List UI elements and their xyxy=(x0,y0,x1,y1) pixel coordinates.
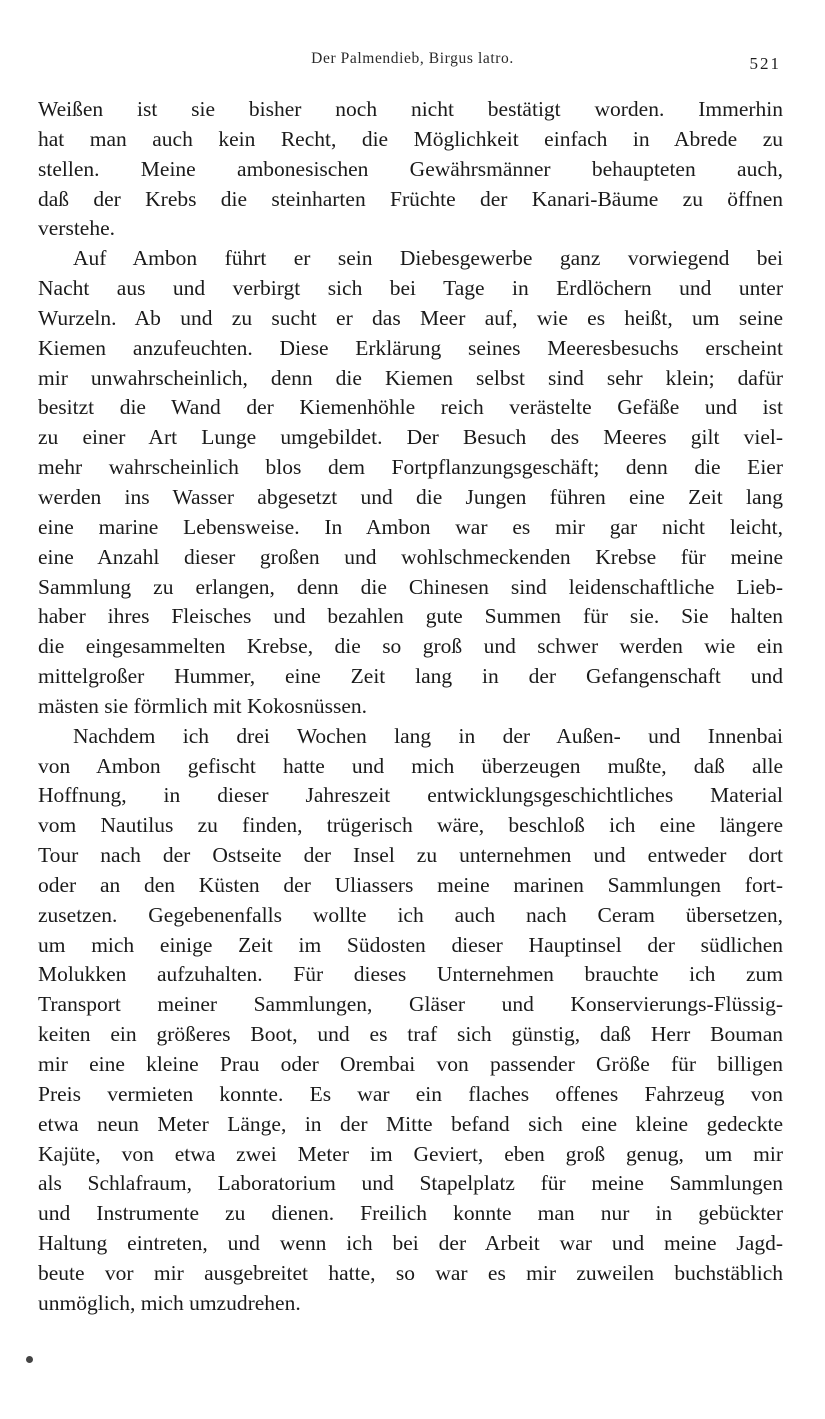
text-line: daß der Krebs die steinharten Früchte der Kanari-Bäume zu öffnen xyxy=(38,186,783,211)
text-line: um mich einige Zeit im Südosten dieser Hauptinsel der südlichen xyxy=(38,932,783,957)
text-line: von Ambon gefischt hatte und mich überzeugen mußte, daß alle xyxy=(38,753,783,778)
text-line: die eingesammelten Krebse, die so groß und schwer werden wie ein xyxy=(38,634,783,659)
text-line: beute vor mir ausgebreitet hatte, so war es mir zuweilen buchstäblich xyxy=(38,1260,783,1285)
text-line: als Schlafraum, Laboratorium und Stapelplatz für meine Sammlungen xyxy=(38,1171,783,1196)
text-line: Auf Ambon führt er sein Diebesgewerbe ganz vorwiegend bei xyxy=(73,246,783,271)
text-line: mittelgroßer Hummer, eine Zeit lang in der Gefangenschaft und xyxy=(38,664,783,689)
text-line: mästen sie förmlich mit Kokosnüssen. xyxy=(38,693,368,718)
text-line: werden ins Wasser abgesetzt und die Jungen führen eine Zeit lang xyxy=(38,484,783,509)
text-line: mehr wahrscheinlich blos dem Fortpflanzungsgeschäft; denn die Eier xyxy=(38,455,783,480)
text-line: zu einer Art Lunge umgebildet. Der Besuch des Meeres gilt viel- xyxy=(38,425,783,450)
text-line: unmöglich, mich umzudrehen. xyxy=(38,1290,301,1315)
paragraph xyxy=(38,722,783,1319)
paragraph xyxy=(38,244,783,722)
ink-speck xyxy=(26,1356,33,1363)
text-line: Hoffnung, in dieser Jahreszeit entwicklungsgeschichtliches Material xyxy=(38,783,783,808)
page-number: 521 xyxy=(749,54,781,73)
text-line: Kajüte, von etwa zwei Meter im Geviert, eben groß genug, um mir xyxy=(38,1141,783,1166)
text-line: eine marine Lebensweise. In Ambon war es mir gar nicht leicht, xyxy=(38,514,783,539)
text-line: haber ihres Fleisches und bezahlen gute Summen für sie. Sie halten xyxy=(38,604,783,629)
text-line: Preis vermieten konnte. Es war ein flaches offenes Fahrzeug von xyxy=(38,1081,783,1106)
text-line: und Instrumente zu dienen. Freilich konnte man nur in gebückter xyxy=(38,1201,783,1226)
text-line: eine Anzahl dieser großen und wohlschmeckenden Krebse für meine xyxy=(38,544,783,569)
text-line: Molukken aufzuhalten. Für dieses Unternehmen brauchte ich zum xyxy=(38,962,783,987)
text-line: Kiemen anzufeuchten. Diese Erklärung seines Meeresbesuchs erscheint xyxy=(38,335,783,360)
text-line: hat man auch kein Recht, die Möglichkeit einfach in Abrede zu xyxy=(38,126,783,151)
text-line: Wurzeln. Ab und zu sucht er das Meer auf, wie es heißt, um seine xyxy=(38,305,783,330)
text-line: stellen. Meine ambonesischen Gewährsmänner behaupteten auch, xyxy=(38,156,783,181)
text-line: besitzt die Wand der Kiemenhöhle reich verästelte Gefäße und ist xyxy=(38,395,783,420)
text-line: mir unwahrscheinlich, denn die Kiemen selbst sind sehr klein; dafür xyxy=(38,365,783,390)
text-line: Sammlung zu erlangen, denn die Chinesen sind leidenschaftliche Lieb- xyxy=(38,574,783,599)
running-head xyxy=(40,50,785,74)
text-line: keiten ein größeres Boot, und es traf sich günstig, daß Herr Bouman xyxy=(38,1022,783,1047)
running-title: Der Palmendieb, Birgus latro. xyxy=(311,50,514,67)
text-line: Transport meiner Sammlungen, Gläser und Konservierungs-Flüssig- xyxy=(38,992,783,1017)
text-line: etwa neun Meter Länge, in der Mitte befand sich eine kleine gedeckte xyxy=(38,1111,783,1136)
text-line: Tour nach der Ostseite der Insel zu unternehmen und entweder dort xyxy=(38,843,783,868)
text-line: Nachdem ich drei Wochen lang in der Außen- und Innenbai xyxy=(73,723,783,748)
text-line: vom Nautilus zu finden, trügerisch wäre, beschloß ich eine längere xyxy=(38,813,783,838)
text-line: Weißen ist sie bisher noch nicht bestätigt worden. Immerhin xyxy=(38,97,783,121)
text-line: verstehe. xyxy=(38,216,116,241)
body-text xyxy=(38,95,783,1319)
text-line: Nacht aus und verbirgt sich bei Tage in Erdlöchern und unter xyxy=(38,276,783,301)
text-line: mir eine kleine Prau oder Orembai von passender Größe für billigen xyxy=(38,1052,783,1076)
text-line: zusetzen. Gegebenenfalls wollte ich auch nach Ceram übersetzen, xyxy=(38,902,783,927)
text-line: oder an den Küsten der Uliassers meine marinen Sammlungen fort- xyxy=(38,872,783,897)
text-line: Haltung eintreten, und wenn ich bei der Arbeit war und meine Jagd- xyxy=(38,1231,783,1256)
paragraph xyxy=(38,95,783,244)
